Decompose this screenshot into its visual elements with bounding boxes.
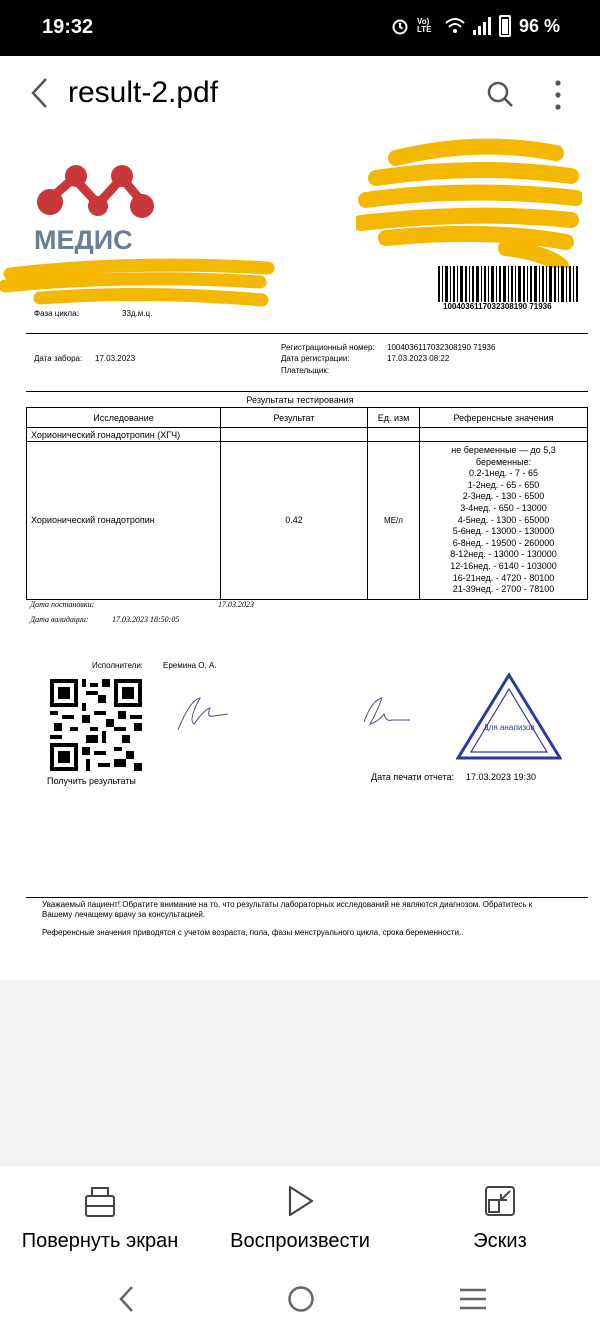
- play-icon: [285, 1184, 315, 1218]
- results-table: [26, 407, 588, 600]
- search-icon[interactable]: [486, 80, 514, 108]
- ref-line: 2-3нед. - 130 - 6500: [462, 491, 545, 502]
- signature-2: [358, 692, 414, 734]
- ref-line: не беременные — до 5,3: [451, 445, 556, 455]
- post-date-value: 17.03.2023: [218, 600, 254, 609]
- print-date-value: 17.03.2023 19:30: [466, 772, 537, 782]
- ref-line: беременные:: [475, 456, 532, 467]
- divider-line: [26, 897, 588, 898]
- reference-note: Референсные значения приводятся с учетом возраста, пола, фазы менструального цикла, срока беременности..: [42, 928, 464, 937]
- reg-number-value: 1004036117032308190 71936: [387, 343, 496, 352]
- reg-date-value: 17.03.2023 08:22: [387, 354, 450, 363]
- ref-line: 1-2нед. - 65 - 650: [467, 479, 540, 490]
- payer-label: Плательщик:: [281, 366, 330, 375]
- reg-number-label: Регистрационный номер:: [281, 343, 375, 352]
- rotate-icon: [84, 1184, 116, 1218]
- barcode-number: 1004036117032308190 71936: [443, 302, 552, 311]
- test-name: Хорионический гонадотропин: [27, 442, 221, 600]
- stamp-text: Для анализов: [483, 723, 535, 732]
- ref-line: 3-4нед. - 650 - 13000: [460, 502, 547, 513]
- divider-line: [26, 391, 588, 392]
- pdf-page: [0, 134, 600, 980]
- status-time: 19:32: [42, 16, 94, 38]
- col-header-test: Исследование: [27, 408, 221, 428]
- executors-label: Исполнители:: [92, 661, 144, 670]
- bottom-toolbar: [0, 1166, 600, 1332]
- signal-icon: [473, 17, 491, 35]
- nav-back-icon[interactable]: [116, 1284, 138, 1314]
- print-date-label: Дата печати отчета:: [371, 772, 455, 782]
- divider-line: [26, 333, 588, 334]
- battery-icon: [499, 15, 511, 37]
- play-label: Воспроизвести: [230, 1230, 370, 1252]
- thumbnail-label: Эскиз: [473, 1230, 527, 1252]
- reference-values: [420, 442, 588, 600]
- redaction-scribble-left: [0, 256, 276, 312]
- wifi-icon: [445, 17, 465, 35]
- col-header-unit: Ед. изм: [368, 408, 420, 428]
- reg-date-label: Дата регистрации:: [281, 354, 350, 363]
- ref-line: 21-39нед. - 2700 - 78100: [452, 584, 555, 595]
- patient-note: Уважаемый пациент! Обратите внимание на то, что результаты лабораторных исследований не являются диагнозом. Обратитесь к Вашему лечащему врачу за консультацией.: [42, 900, 533, 919]
- status-icons: [391, 15, 560, 37]
- phase-label: Фаза цикла:: [34, 309, 79, 318]
- nav-recents-icon[interactable]: [458, 1284, 488, 1314]
- test-unit: МЕ/л: [368, 442, 420, 600]
- signature-1: [170, 690, 232, 736]
- file-title: result-2.pdf: [68, 76, 219, 109]
- col-header-result: Результат: [221, 408, 368, 428]
- app-bar: [0, 56, 600, 134]
- status-bar: [0, 0, 600, 56]
- back-arrow-icon[interactable]: [28, 76, 52, 110]
- ref-line: 12-16нед. - 6140 - 103000: [450, 560, 557, 571]
- post-date-label: Дата постановки:: [30, 600, 95, 609]
- thumbnail-button[interactable]: [400, 1184, 600, 1253]
- more-options-icon[interactable]: [550, 78, 566, 112]
- battery-level: 96 %: [518, 15, 560, 36]
- ref-line: 5-6нед. - 13000 - 130000: [452, 526, 555, 537]
- alarm-icon: [391, 17, 409, 35]
- col-header-refs: Референсные значения: [420, 408, 588, 428]
- rotate-screen-button[interactable]: [0, 1184, 200, 1253]
- results-title: Результаты тестирования: [246, 395, 354, 405]
- play-button[interactable]: [200, 1184, 400, 1253]
- executors-value: Еремина О. А.: [163, 661, 217, 670]
- group-name: Хорионический гонадотропин (ХГЧ): [27, 428, 221, 442]
- ref-line: 4-5нед. - 1300 - 65000: [457, 514, 550, 525]
- medis-logo: [30, 154, 160, 254]
- collect-date-value: 17.03.2023: [95, 354, 136, 363]
- redaction-scribble-right: [356, 138, 582, 268]
- collect-date-label: Дата забора:: [34, 354, 83, 363]
- qr-code[interactable]: [50, 679, 142, 771]
- ref-line: 16-21нед. - 4720 - 80100: [452, 572, 555, 583]
- nav-home-icon[interactable]: [286, 1284, 316, 1314]
- get-results-label: Получить результаты: [47, 776, 136, 786]
- validation-date-label: Дата валидации:: [30, 615, 89, 624]
- rotate-label: Повернуть экран: [21, 1230, 179, 1252]
- ref-line: 0.2-1нед. - 7 - 65: [468, 468, 539, 479]
- laboratory-stamp: [456, 672, 562, 762]
- lte-icon: Vo) LTE: [416, 17, 432, 34]
- ref-line: 6-8нед. - 19500 - 260000: [452, 537, 555, 548]
- phase-value: 33д.м.ц.: [122, 309, 153, 318]
- test-result: 0.42: [221, 442, 368, 600]
- validation-date-value: 17.03.2023 18:50:05: [112, 615, 180, 624]
- logo-text: МЕДИС: [34, 225, 133, 254]
- thumbnail-icon: [484, 1184, 516, 1218]
- barcode: [438, 266, 578, 302]
- ref-line: 8-12нед. - 13000 - 130000: [450, 549, 557, 560]
